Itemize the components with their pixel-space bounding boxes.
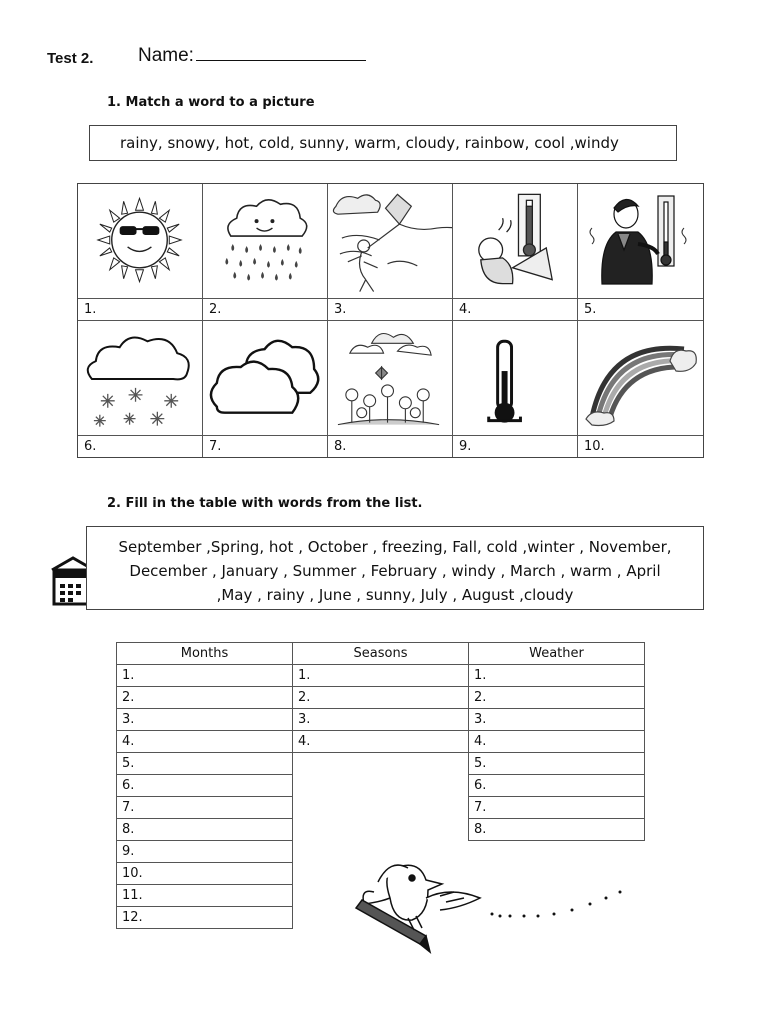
empty-cell <box>293 819 469 841</box>
picture-grid <box>77 183 704 458</box>
season-cell[interactable]: 1. <box>293 665 469 687</box>
word-list-line: ,May , rainy , June , sunny, July , August ,cloudy <box>216 586 574 604</box>
month-cell[interactable]: 5. <box>117 753 293 775</box>
snow-cloud-icon <box>78 321 202 433</box>
weather-header: Weather <box>469 643 645 665</box>
month-cell[interactable]: 11. <box>117 885 293 907</box>
name-label: Name: <box>138 45 194 66</box>
picture-number: 6. <box>78 435 202 457</box>
weather-cell[interactable]: 3. <box>469 709 645 731</box>
rain-cloud-icon <box>203 184 327 296</box>
months-header: Months <box>117 643 293 665</box>
season-cell[interactable]: 2. <box>293 687 469 709</box>
month-cell[interactable]: 7. <box>117 797 293 819</box>
weather-cell[interactable]: 1. <box>469 665 645 687</box>
month-cell[interactable]: 8. <box>117 819 293 841</box>
picture-number: 2. <box>203 298 327 320</box>
weather-cell[interactable]: 5. <box>469 753 645 775</box>
table-row <box>117 731 645 753</box>
windy-kite-icon <box>328 184 452 296</box>
month-cell[interactable]: 10. <box>117 863 293 885</box>
weather-cell[interactable]: 6. <box>469 775 645 797</box>
test-label: Test 2. <box>47 50 94 67</box>
weather-cell[interactable]: 8. <box>469 819 645 841</box>
cold-person-thermometer-icon <box>578 184 703 296</box>
picture-number: 10. <box>578 435 703 457</box>
picture-cell <box>453 321 578 458</box>
weather-cell[interactable]: 7. <box>469 797 645 819</box>
month-cell[interactable]: 6. <box>117 775 293 797</box>
picture-number: 3. <box>328 298 452 320</box>
season-cell[interactable]: 4. <box>293 731 469 753</box>
seasons-header: Seasons <box>293 643 469 665</box>
picture-cell <box>203 184 328 321</box>
picture-cell <box>578 184 703 321</box>
picture-cell <box>78 321 203 458</box>
table-row <box>117 665 645 687</box>
picture-number: 4. <box>453 298 577 320</box>
section1-title: 1. Match a word to a picture <box>107 95 315 110</box>
picture-cell <box>78 184 203 321</box>
empty-cell <box>293 797 469 819</box>
table-row <box>117 775 645 797</box>
hot-thermometer-icon <box>453 184 577 296</box>
picture-cell <box>453 184 578 321</box>
season-cell[interactable]: 3. <box>293 709 469 731</box>
month-cell[interactable]: 9. <box>117 841 293 863</box>
thermometer-icon <box>453 321 577 433</box>
picture-number: 8. <box>328 435 452 457</box>
picture-number: 1. <box>78 298 202 320</box>
table-row <box>117 753 645 775</box>
clouds-icon <box>203 321 327 433</box>
picture-cell <box>328 184 453 321</box>
month-cell[interactable]: 12. <box>117 907 293 929</box>
month-cell[interactable]: 1. <box>117 665 293 687</box>
sun-with-sunglasses-icon <box>78 184 202 296</box>
name-blank-line[interactable] <box>196 46 366 61</box>
picture-cell <box>328 321 453 458</box>
weather-cell[interactable]: 2. <box>469 687 645 709</box>
picture-number: 9. <box>453 435 577 457</box>
month-cell[interactable]: 4. <box>117 731 293 753</box>
month-cell[interactable]: 2. <box>117 687 293 709</box>
table-row <box>117 687 645 709</box>
table-row <box>117 709 645 731</box>
picture-cell <box>578 321 703 458</box>
empty-cell <box>293 753 469 775</box>
rainbow-icon <box>578 321 703 433</box>
name-field <box>138 45 366 67</box>
section2-word-list <box>86 526 704 610</box>
picture-number: 5. <box>578 298 703 320</box>
word-list-line: September ,Spring, hot , October , freezing, Fall, cold ,winter , November, <box>118 538 672 556</box>
section1-word-list: rainy, snowy, hot, cold, sunny, warm, cloudy, rainbow, cool ,windy <box>89 125 677 161</box>
weather-cell[interactable]: 4. <box>469 731 645 753</box>
picture-cell <box>203 321 328 458</box>
table-row <box>117 797 645 819</box>
bird-with-pencil-icon <box>350 858 630 958</box>
table-row <box>117 819 645 841</box>
section2-title: 2. Fill in the table with words from the list. <box>107 496 423 511</box>
empty-cell <box>293 775 469 797</box>
picture-number: 7. <box>203 435 327 457</box>
month-cell[interactable]: 3. <box>117 709 293 731</box>
word-list-line: December , January , Summer , February , windy , March , warm , April <box>129 562 661 580</box>
spring-flowers-icon <box>328 321 452 433</box>
